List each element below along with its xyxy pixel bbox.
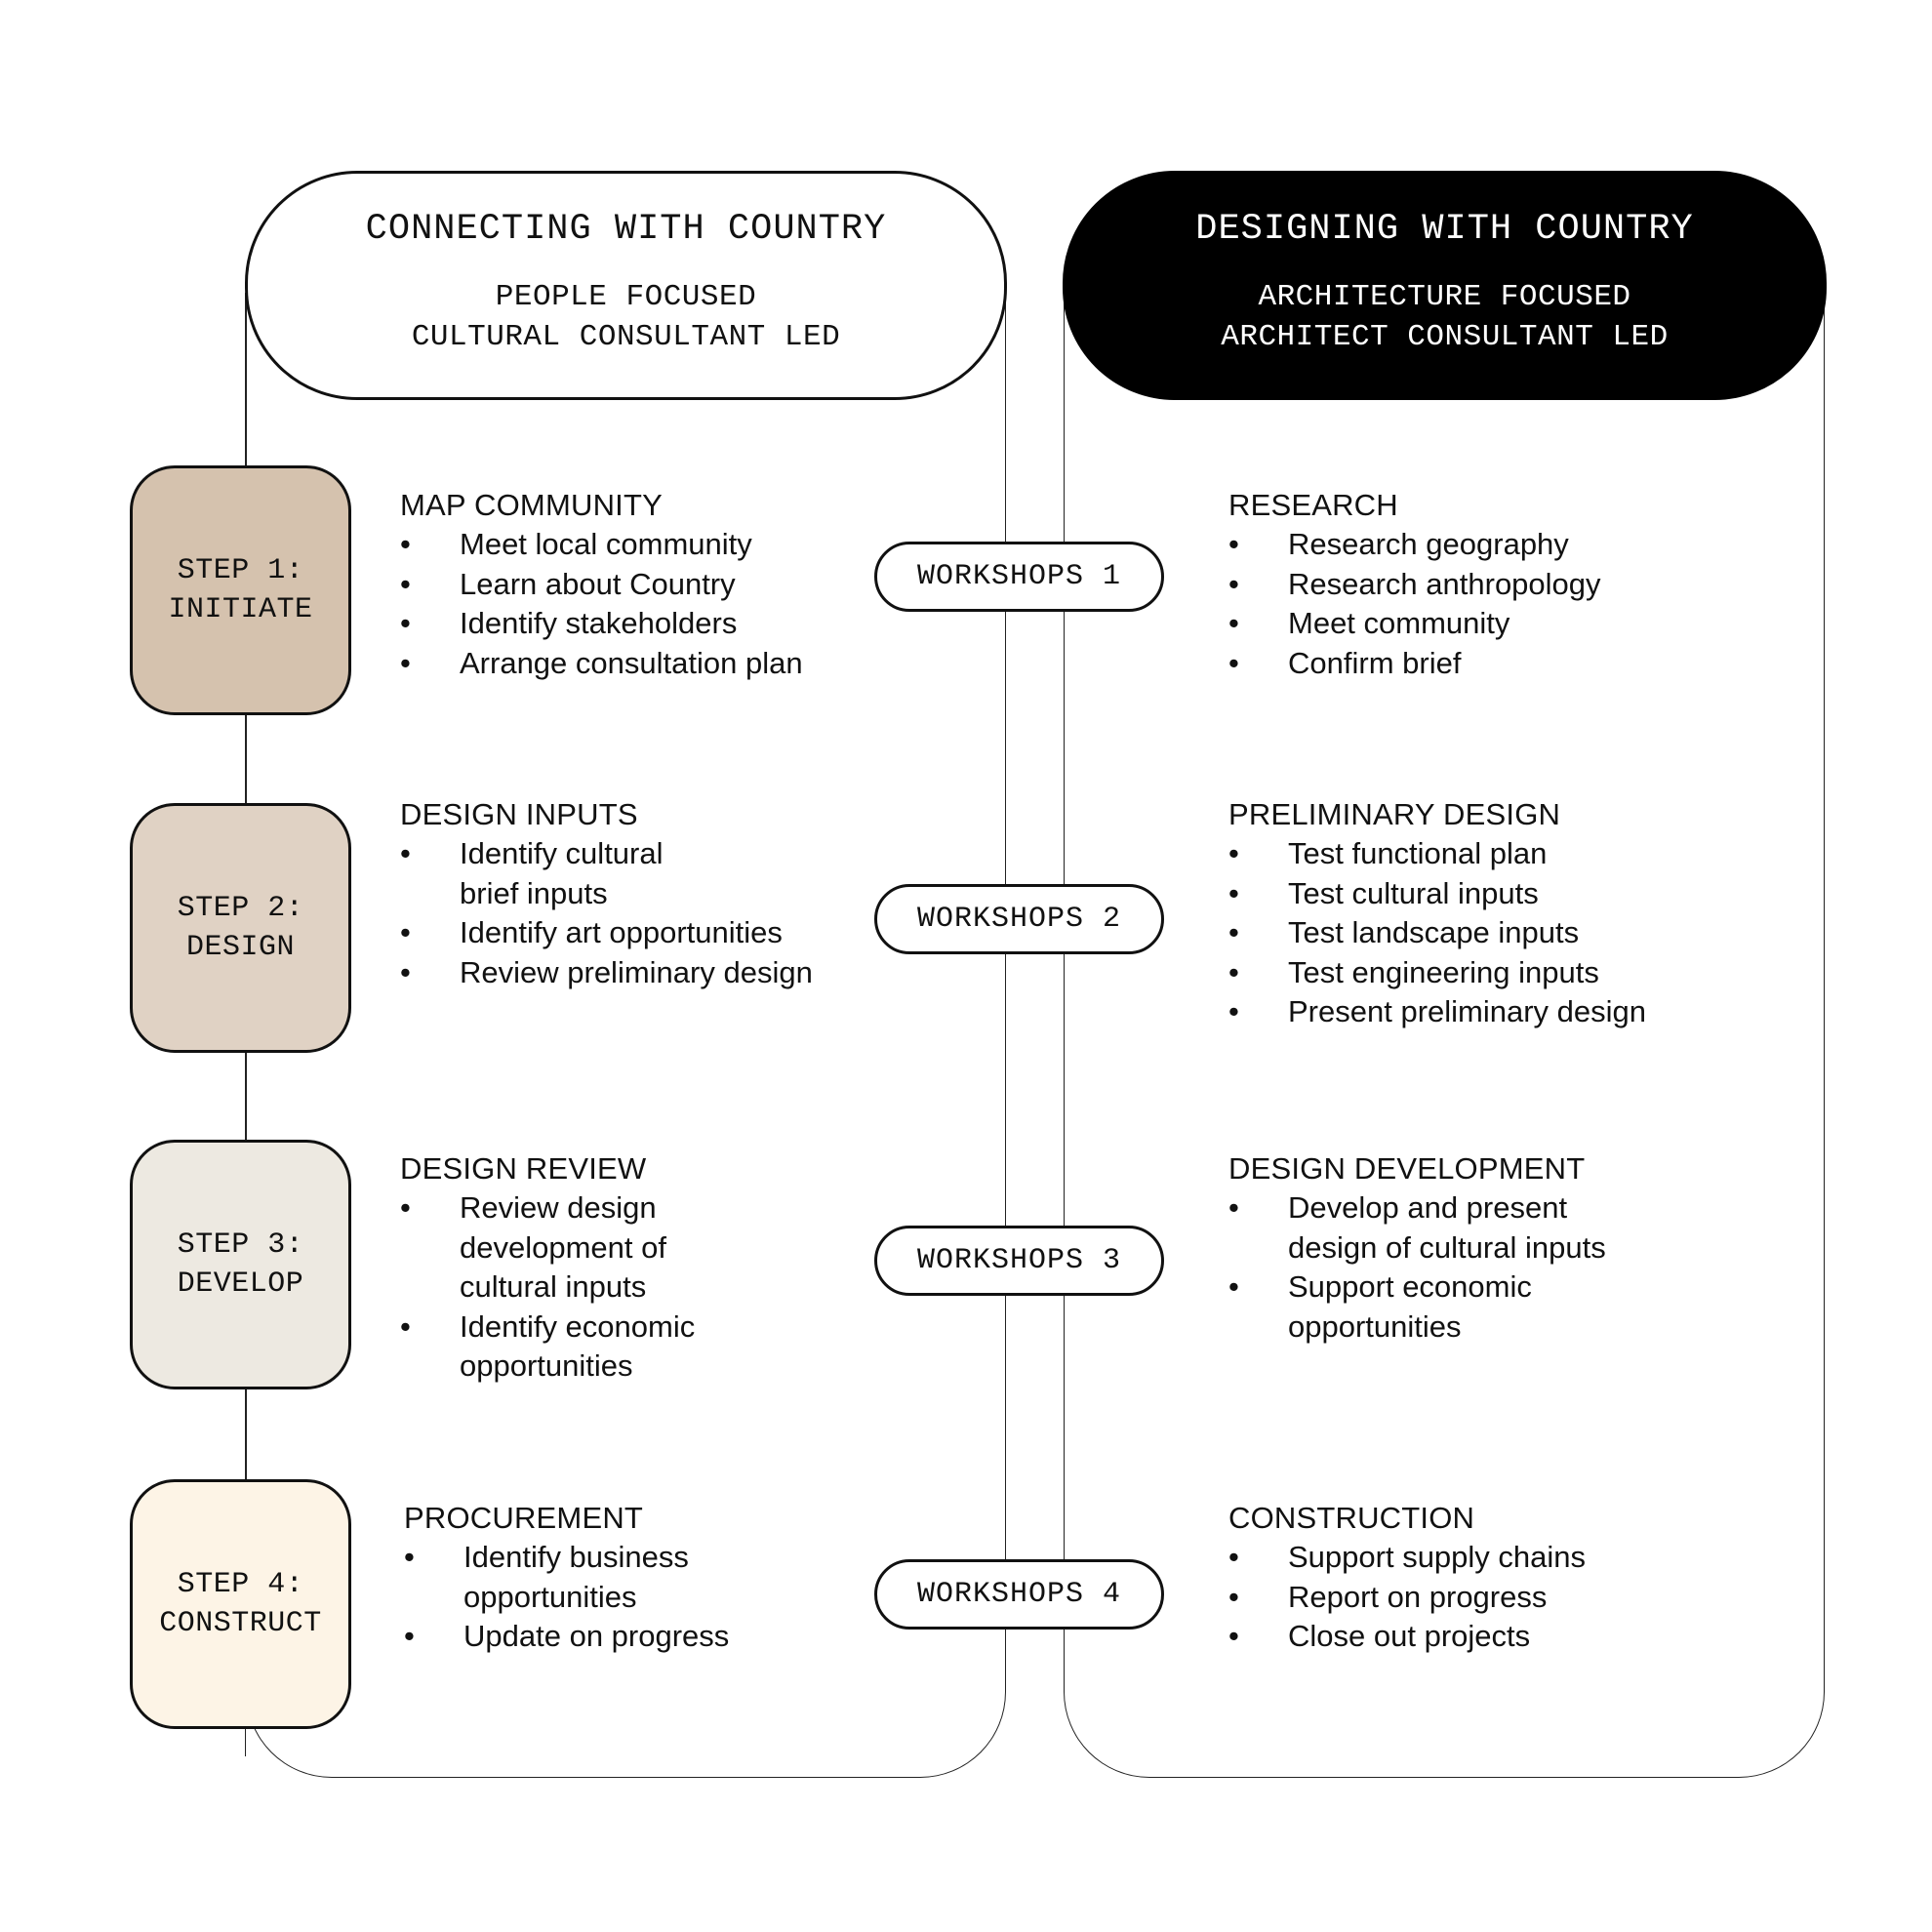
connecting-title: CONNECTING WITH COUNTRY bbox=[365, 209, 887, 250]
list-item: • Meet community bbox=[1228, 604, 1601, 644]
list-item: • Meet local community bbox=[400, 525, 803, 565]
step-3-number: STEP 3: bbox=[177, 1228, 304, 1262]
list-item: • Support economic opportunities bbox=[1228, 1268, 1606, 1347]
list-item: • Identify cultural brief inputs bbox=[400, 834, 813, 913]
designing-subtitle-2: ARCHITECT CONSULTANT LED bbox=[1221, 320, 1669, 354]
list-item: • Identify economic opportunities bbox=[400, 1308, 695, 1387]
workshops-3-pill: WORKSHOPS 3 bbox=[874, 1226, 1164, 1296]
step-4-number: STEP 4: bbox=[177, 1568, 304, 1601]
block-title: DESIGN DEVELOPMENT bbox=[1228, 1151, 1586, 1186]
workshops-1-pill: WORKSHOPS 1 bbox=[874, 542, 1164, 612]
block-title: DESIGN INPUTS bbox=[400, 797, 638, 831]
preliminary-design-block bbox=[1228, 795, 1646, 1032]
block-title: RESEARCH bbox=[1228, 488, 1398, 522]
step-3-box bbox=[130, 1140, 351, 1389]
connecting-subtitle-1: PEOPLE FOCUSED bbox=[495, 280, 757, 314]
block-title: PRELIMINARY DESIGN bbox=[1228, 797, 1561, 831]
design-inputs-block bbox=[400, 795, 813, 992]
list-item: • Develop and present design of cultural inputs bbox=[1228, 1188, 1606, 1268]
connecting-with-country-header bbox=[245, 171, 1007, 400]
workshops-2-pill: WORKSHOPS 2 bbox=[874, 884, 1164, 954]
list-item: • Confirm brief bbox=[1228, 644, 1601, 684]
step-1-name: INITIATE bbox=[168, 593, 313, 626]
list-item: • Present preliminary design bbox=[1228, 992, 1646, 1032]
step-2-name: DESIGN bbox=[185, 931, 296, 964]
list-item: • Review preliminary design bbox=[400, 953, 813, 993]
list-item: • Test functional plan bbox=[1228, 834, 1646, 874]
connecting-subtitle-2: CULTURAL CONSULTANT LED bbox=[411, 320, 841, 354]
workshops-4-pill: WORKSHOPS 4 bbox=[874, 1559, 1164, 1630]
list-item: • Research anthropology bbox=[1228, 565, 1601, 605]
list-item: • Test cultural inputs bbox=[1228, 874, 1646, 914]
step-3-name: DEVELOP bbox=[177, 1268, 304, 1301]
research-block bbox=[1228, 486, 1601, 683]
block-title: MAP COMMUNITY bbox=[400, 488, 663, 522]
designing-title: DESIGNING WITH COUNTRY bbox=[1195, 209, 1694, 250]
list-item: • Support supply chains bbox=[1228, 1538, 1586, 1578]
step-1-box bbox=[130, 465, 351, 715]
block-title: PROCUREMENT bbox=[404, 1501, 644, 1535]
list-item: • Close out projects bbox=[1228, 1617, 1586, 1657]
designing-with-country-header bbox=[1063, 171, 1827, 400]
list-item: • Test engineering inputs bbox=[1228, 953, 1646, 993]
list-item: • Identify art opportunities bbox=[400, 913, 813, 953]
step-4-name: CONSTRUCT bbox=[159, 1607, 322, 1640]
list-item: • Update on progress bbox=[404, 1617, 729, 1657]
block-title: CONSTRUCTION bbox=[1228, 1501, 1475, 1535]
step-4-box bbox=[130, 1479, 351, 1729]
list-item: • Arrange consultation plan bbox=[400, 644, 803, 684]
step-2-box bbox=[130, 803, 351, 1053]
list-item: • Review design development of cultural inputs bbox=[400, 1188, 695, 1308]
map-community-block bbox=[400, 486, 803, 683]
design-development-block bbox=[1228, 1149, 1606, 1347]
list-item: • Research geography bbox=[1228, 525, 1601, 565]
list-item: • Learn about Country bbox=[400, 565, 803, 605]
list-item: • Test landscape inputs bbox=[1228, 913, 1646, 953]
design-review-block bbox=[400, 1149, 695, 1387]
list-item: • Identify stakeholders bbox=[400, 604, 803, 644]
step-1-number: STEP 1: bbox=[177, 554, 304, 587]
designing-subtitle-1: ARCHITECTURE FOCUSED bbox=[1258, 280, 1631, 314]
block-title: DESIGN REVIEW bbox=[400, 1151, 647, 1186]
procurement-block bbox=[404, 1499, 729, 1657]
construction-block bbox=[1228, 1499, 1586, 1657]
step-2-number: STEP 2: bbox=[177, 892, 304, 925]
list-item: • Report on progress bbox=[1228, 1578, 1586, 1618]
list-item: • Identify business opportunities bbox=[404, 1538, 729, 1617]
